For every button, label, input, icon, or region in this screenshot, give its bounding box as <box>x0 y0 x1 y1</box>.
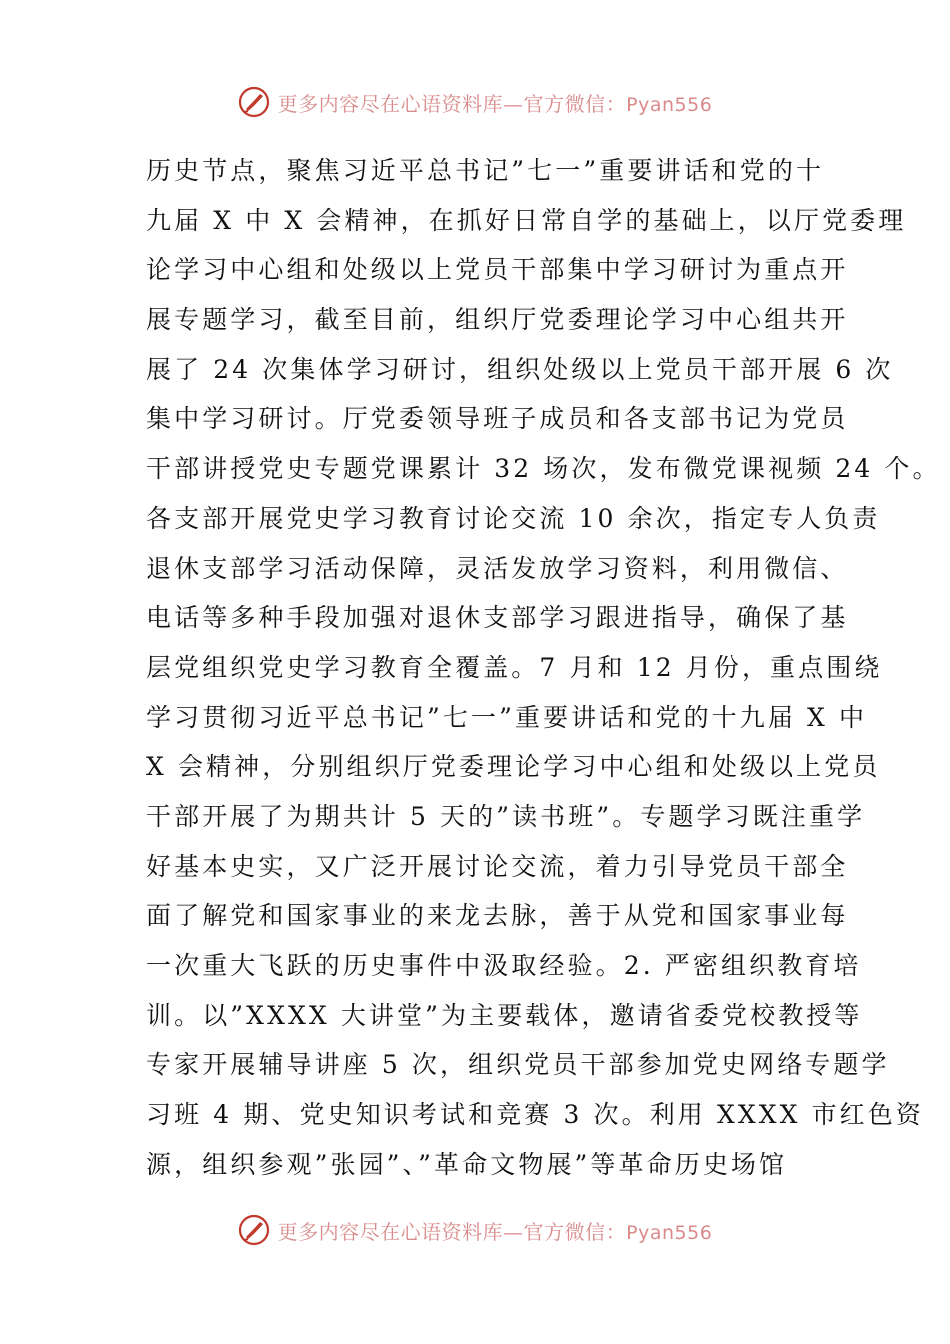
text-line: 集中学习研讨。厅党委领导班子成员和各支部书记为党员 <box>146 404 849 434</box>
text-line: 层党组织党史学习教育全覆盖。7 月和 12 月份，重点围绕 <box>146 652 883 682</box>
text-line: 面了解党和国家事业的来龙去脉，善于从党和国家事业每 <box>146 901 849 931</box>
header-watermark <box>0 82 950 122</box>
text-line: 学习贯彻习近平总书记”七一”重要讲话和党的十九届 X 中 <box>146 702 868 732</box>
pen-logo-icon <box>238 85 272 119</box>
watermark-text: 更多内容尽在心语资料库—官方微信：Pyan556 <box>277 91 713 116</box>
text-line: 干部讲授党史专题党课累计 32 场次，发布微党课视频 24 个。 <box>146 454 941 484</box>
text-line: 展专题学习，截至目前，组织厅党委理论学习中心组共开 <box>146 305 849 335</box>
text-line: 一次重大飞跃的历史事件中汲取经验。2. 严密组织教育培 <box>146 951 862 980</box>
text-line: 习班 4 期、党史知识考试和竞赛 3 次。利用 XXXX 市红色资 <box>146 1100 924 1130</box>
footer-watermark <box>0 1210 950 1250</box>
text-line: 论学习中心组和处级以上党员干部集中学习研讨为重点开 <box>146 255 849 285</box>
text-line: 源，组织参观”张园”、”革命文物展”等革命历史场馆 <box>146 1149 788 1179</box>
text-line: 九届 X 中 X 会精神，在抓好日常自学的基础上，以厅党委理 <box>146 205 907 235</box>
pen-logo-icon <box>238 1213 272 1247</box>
document-body <box>146 146 941 1189</box>
text-line: 历史节点，聚焦习近平总书记”七一”重要讲话和党的十 <box>146 156 825 185</box>
watermark-text: 更多内容尽在心语资料库—官方微信：Pyan556 <box>277 1219 713 1244</box>
text-line: 好基本史实，又广泛开展讨论交流，着力引导党员干部全 <box>146 851 849 881</box>
text-line: 干部开展了为期共计 5 天的”读书班”。专题学习既注重学 <box>146 801 866 831</box>
text-line: 专家开展辅导讲座 5 次，组织党员干部参加党史网络专题学 <box>146 1050 890 1080</box>
text-line: X 会精神，分别组织厅党委理论学习中心组和处级以上党员 <box>146 752 881 782</box>
text-line: 训。以”XXXX 大讲堂”为主要载体，邀请省委党校教授等 <box>146 1000 863 1030</box>
text-line: 退休支部学习活动保障，灵活发放学习资料，利用微信、 <box>146 553 849 583</box>
text-line: 展了 24 次集体学习研讨，组织处级以上党员干部开展 6 次 <box>146 354 894 384</box>
text-line: 各支部开展党史学习教育讨论交流 10 余次，指定专人负责 <box>146 503 881 533</box>
text-line: 电话等多种手段加强对退休支部学习跟进指导，确保了基 <box>146 603 849 633</box>
